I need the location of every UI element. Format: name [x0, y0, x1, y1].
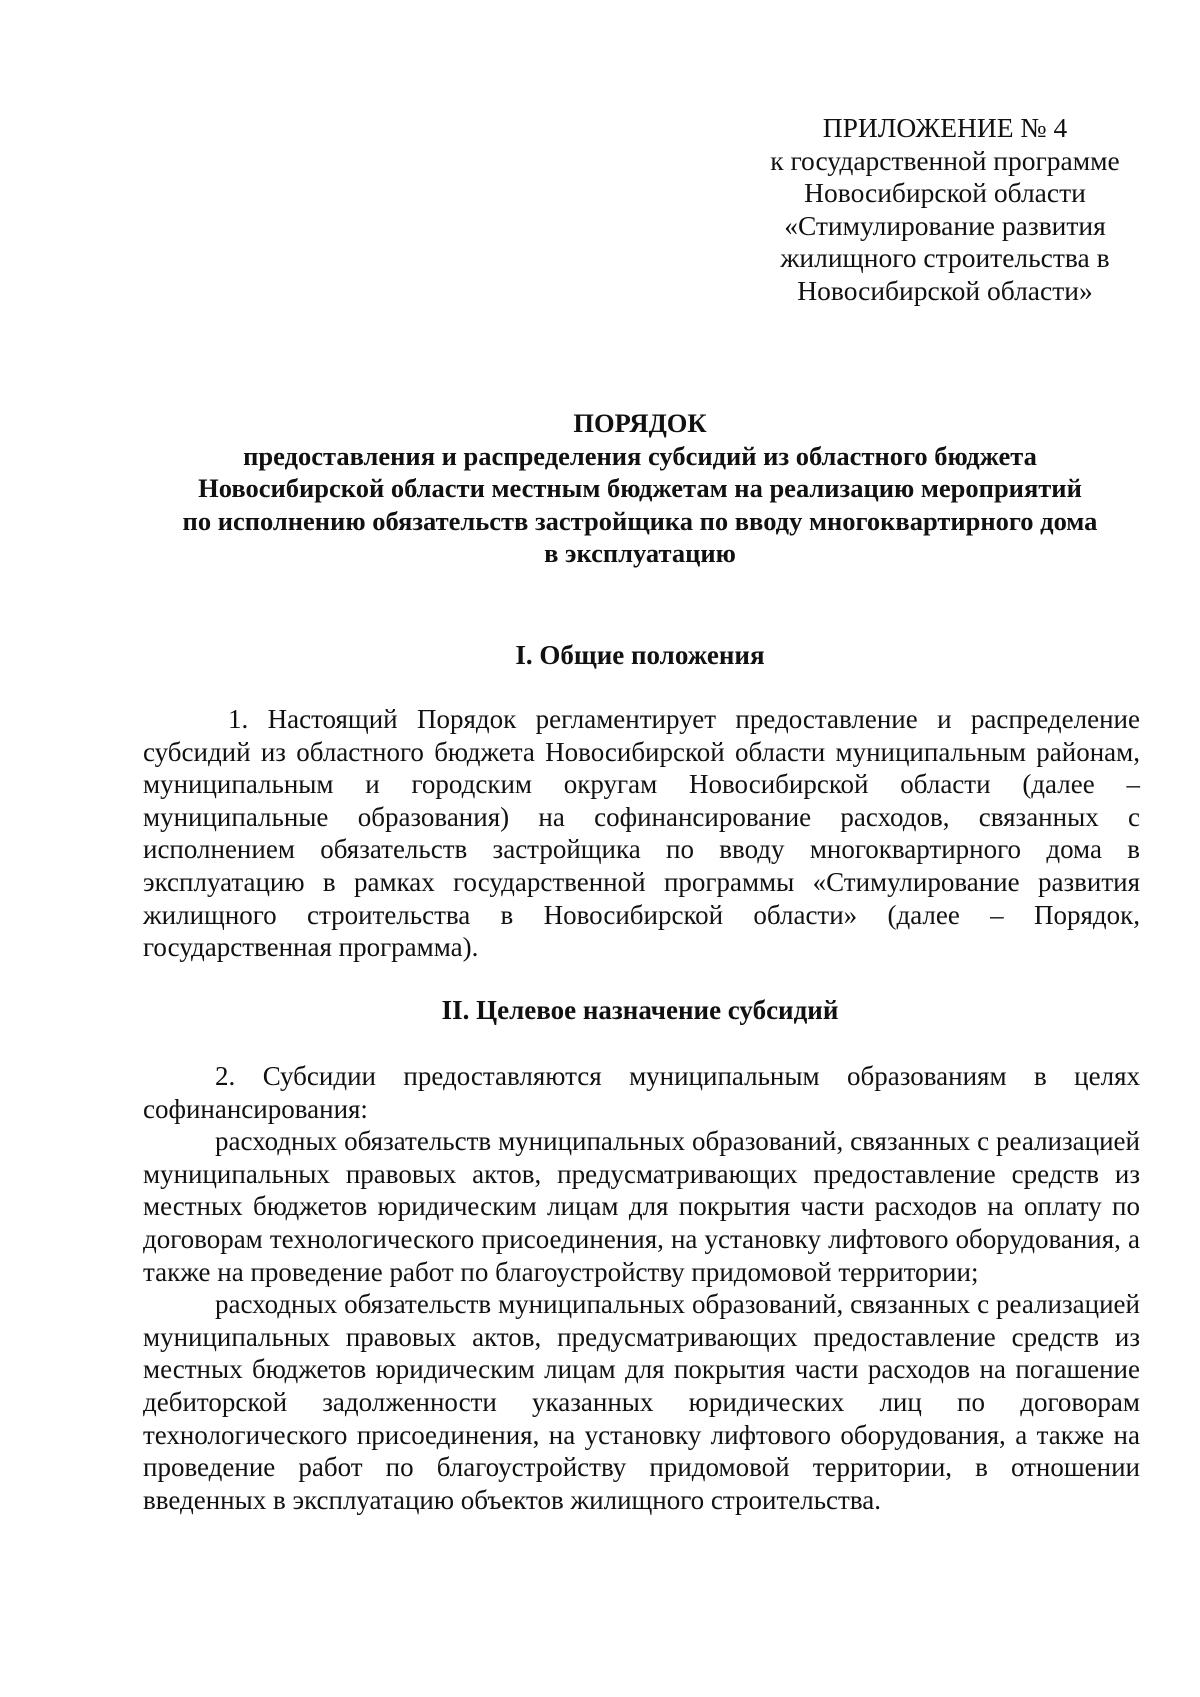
appendix-line: Новосибирской области»: [797, 274, 1093, 306]
appendix-line: ПРИЛОЖЕНИЕ № 4: [822, 112, 1068, 143]
appendix-line: к государственной программе: [770, 144, 1120, 176]
appendix-header: [760, 112, 1130, 307]
paragraph-2-item-2: расходных обязательств муниципальных образований, связанных с реализацией муниципальных правовых актов, предусматривающих предоставление средств из местных бюджетов юридическим лицам для покрытия части расходов на погашение дебиторской задолженности указанных юридических лиц по договорам технологического присоединения, на установку лифтового оборудования, а также на проведение работ по благоустройству придомовой территории, в отношении введенных в эксплуатацию объектов жилищного строительства.: [143, 1289, 1140, 1515]
title-line: предоставления и распределения субсидий из областного бюджета: [243, 440, 1037, 471]
appendix-line: Новосибирской области: [804, 177, 1086, 208]
section-1-heading: I. Общие положения: [515, 640, 765, 670]
appendix-line: жилищного строительства в: [780, 242, 1110, 273]
paragraph-2: 2. Субсидии предоставляются муниципальным образованиям в целях софинансирования:: [143, 1061, 1140, 1124]
appendix-line: «Стимулирование развития: [784, 209, 1106, 241]
document-title: [140, 407, 1140, 570]
title-line: Новосибирской области местным бюджетам на реализацию мероприятий: [198, 473, 1082, 503]
section-2-body: [143, 1060, 1140, 1516]
paragraph-2-item-1: расходных обязательств муниципальных образований, связанных с реализацией муниципальных правовых актов, предусматривающих предоставление средств из местных бюджетов юридическим лицам для покрытия части расходов на оплату по договорам технологического присоединения, на установку лифтового оборудования, а также на проведение работ по благоустройству придомовой территории;: [143, 1126, 1140, 1287]
paragraph-1: 1. Настоящий Порядок регламентирует предоставление и распределение субсидий из областного бюджета Новосибирской области муниципальным районам, муниципальным и городским округам Новосибирской области (далее – муниципальные образования) на софинансирование расходов, связанных с исполнением обязательств застройщика по вводу многоквартирного дома в эксплуатацию в рамках государственной программы «Стимулирование развития жилищного строительства в Новосибирской области» (далее – Порядок, государственная программа).: [143, 704, 1140, 963]
title-line: по исполнению обязательств застройщика по вводу многоквартирного дома: [182, 505, 1098, 536]
title-line: в эксплуатацию: [544, 538, 736, 568]
title-main: ПОРЯДОК: [573, 408, 707, 438]
section-2-heading: II. Целевое назначение субсидий: [441, 995, 839, 1025]
section-1-body: [143, 703, 1140, 964]
